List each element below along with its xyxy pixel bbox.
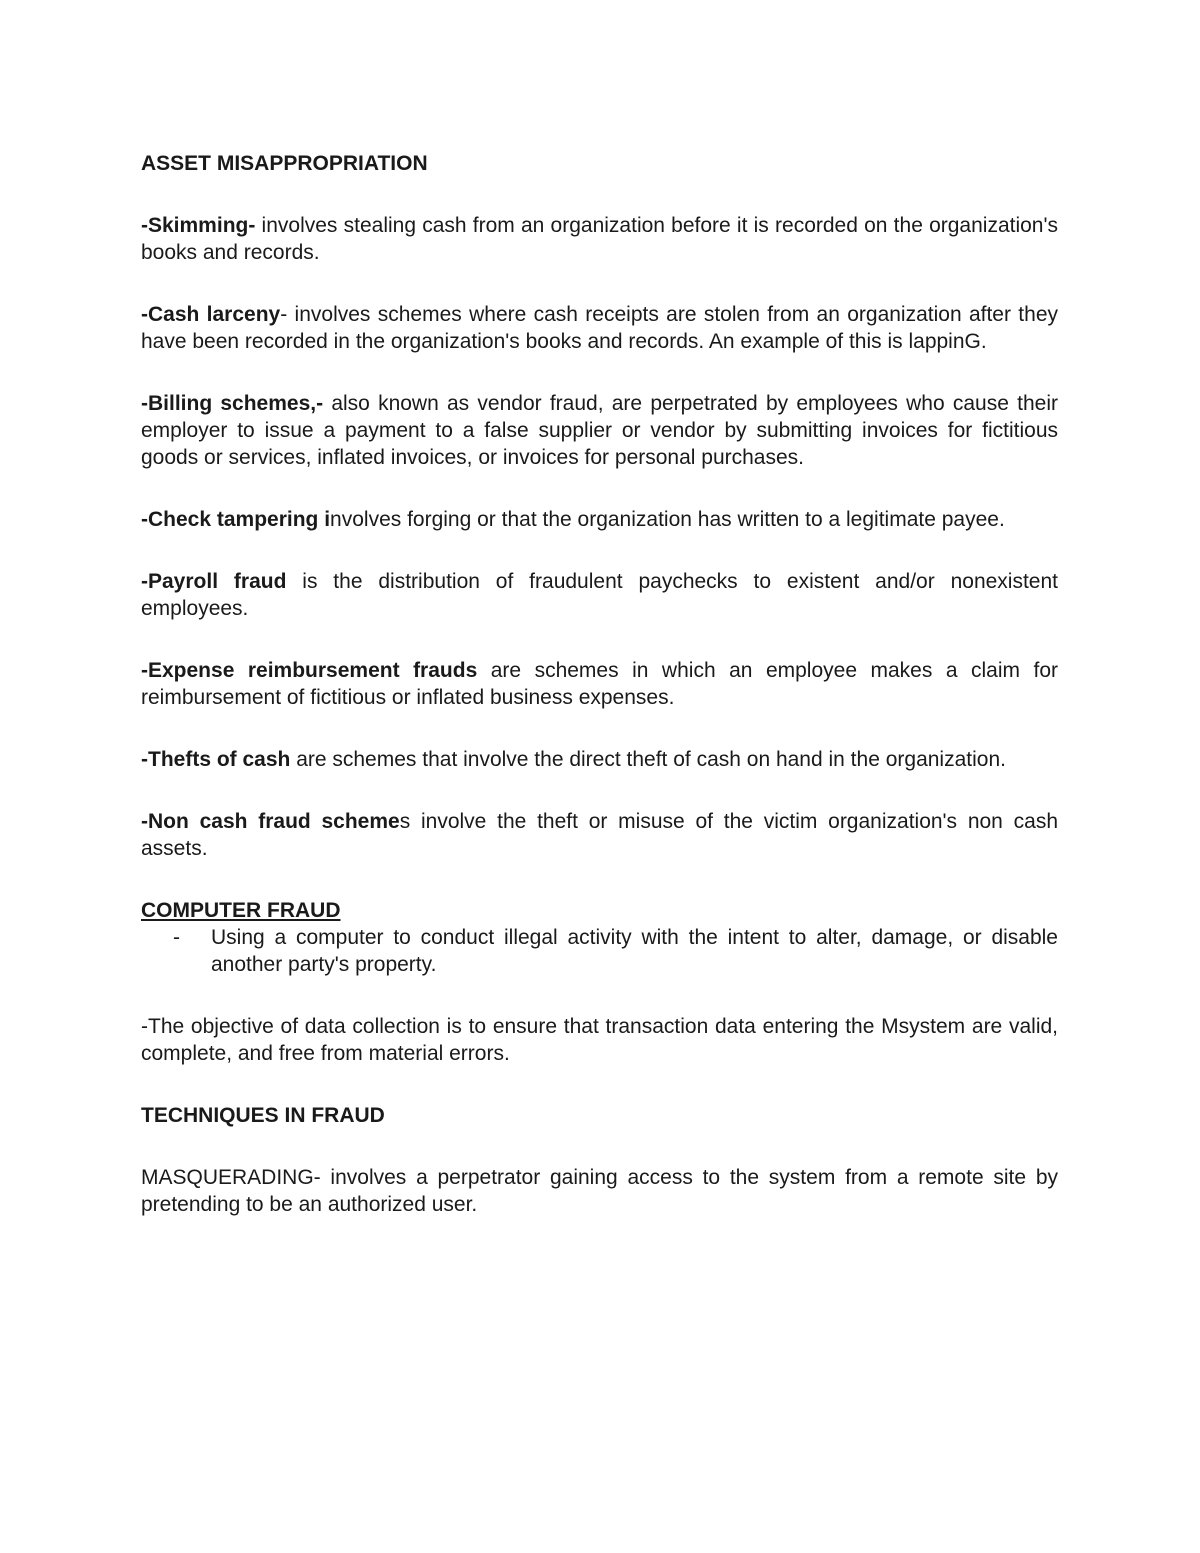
check-tampering-paragraph xyxy=(141,506,1058,533)
payroll-fraud-paragraph xyxy=(141,568,1058,622)
billing-schemes-paragraph xyxy=(141,390,1058,471)
payroll-fraud-term: -Payroll fraud xyxy=(141,570,287,593)
skimming-term: -Skimming- xyxy=(141,214,256,237)
expense-reimbursement-paragraph xyxy=(141,657,1058,711)
objective-paragraph: -The objective of data collection is to ensure that transaction data entering the Msystem are valid, complete, and free from material errors. xyxy=(141,1015,1058,1065)
non-cash-fraud-paragraph xyxy=(141,808,1058,862)
cash-larceny-term: -Cash larceny xyxy=(141,303,281,326)
skimming-text: involves stealing cash from an organization before it is recorded on the organization's books and records. xyxy=(141,214,1058,264)
asset-misappropriation-heading: ASSET MISAPPROPRIATION xyxy=(141,152,428,175)
masquerading-paragraph: MASQUERADING- involves a perpetrator gaining access to the system from a remote site by pretending to be an authorized user. xyxy=(141,1166,1058,1216)
check-tampering-text: nvolves forging or that the organization has written to a legitimate payee. xyxy=(330,508,1005,531)
payroll-fraud-text: is the distribution of fraudulent paychecks to existent and/or nonexistent employees. xyxy=(141,570,1058,620)
bullet-dash: - xyxy=(173,926,180,949)
thefts-of-cash-text: are schemes that involve the direct theft of cash on hand in the organization. xyxy=(290,748,1006,771)
skimming-paragraph xyxy=(141,212,1058,266)
thefts-of-cash-paragraph xyxy=(141,746,1058,773)
billing-schemes-term: -Billing schemes,- xyxy=(141,392,324,415)
document-page xyxy=(141,150,1058,1218)
expense-reimbursement-text: are schemes in which an employee makes a claim for reimbursement of fictitious or inflated business expenses. xyxy=(141,659,1059,709)
cash-larceny-paragraph xyxy=(141,301,1058,355)
techniques-heading: TECHNIQUES IN FRAUD xyxy=(141,1104,385,1127)
non-cash-fraud-text: s involve the theft or misuse of the victim organization's non cash assets. xyxy=(141,810,1058,860)
check-tampering-term: -Check tampering i xyxy=(141,508,331,531)
computer-fraud-heading: COMPUTER FRAUD xyxy=(141,899,341,922)
expense-reimbursement-term: -Expense reimbursement frauds xyxy=(141,659,478,682)
thefts-of-cash-term: -Thefts of cash xyxy=(141,748,291,771)
computer-fraud-bullet xyxy=(141,924,1058,978)
computer-fraud-bullet-text: Using a computer to conduct illegal activity with the intent to alter, damage, or disable another party's property. xyxy=(211,926,1058,976)
non-cash-fraud-term: -Non cash fraud scheme xyxy=(141,810,400,833)
billing-schemes-text: also known as vendor fraud, are perpetrated by employees who cause their employer to issue a payment to a false supplier or vendor by submitting invoices for fictitious goods or services, inflated invoices, or invoices for personal purchases. xyxy=(141,392,1058,469)
cash-larceny-text: - involves schemes where cash receipts are stolen from an organization after they have been recorded in the organization's books and records. An example of this is lappinG. xyxy=(141,303,1058,353)
